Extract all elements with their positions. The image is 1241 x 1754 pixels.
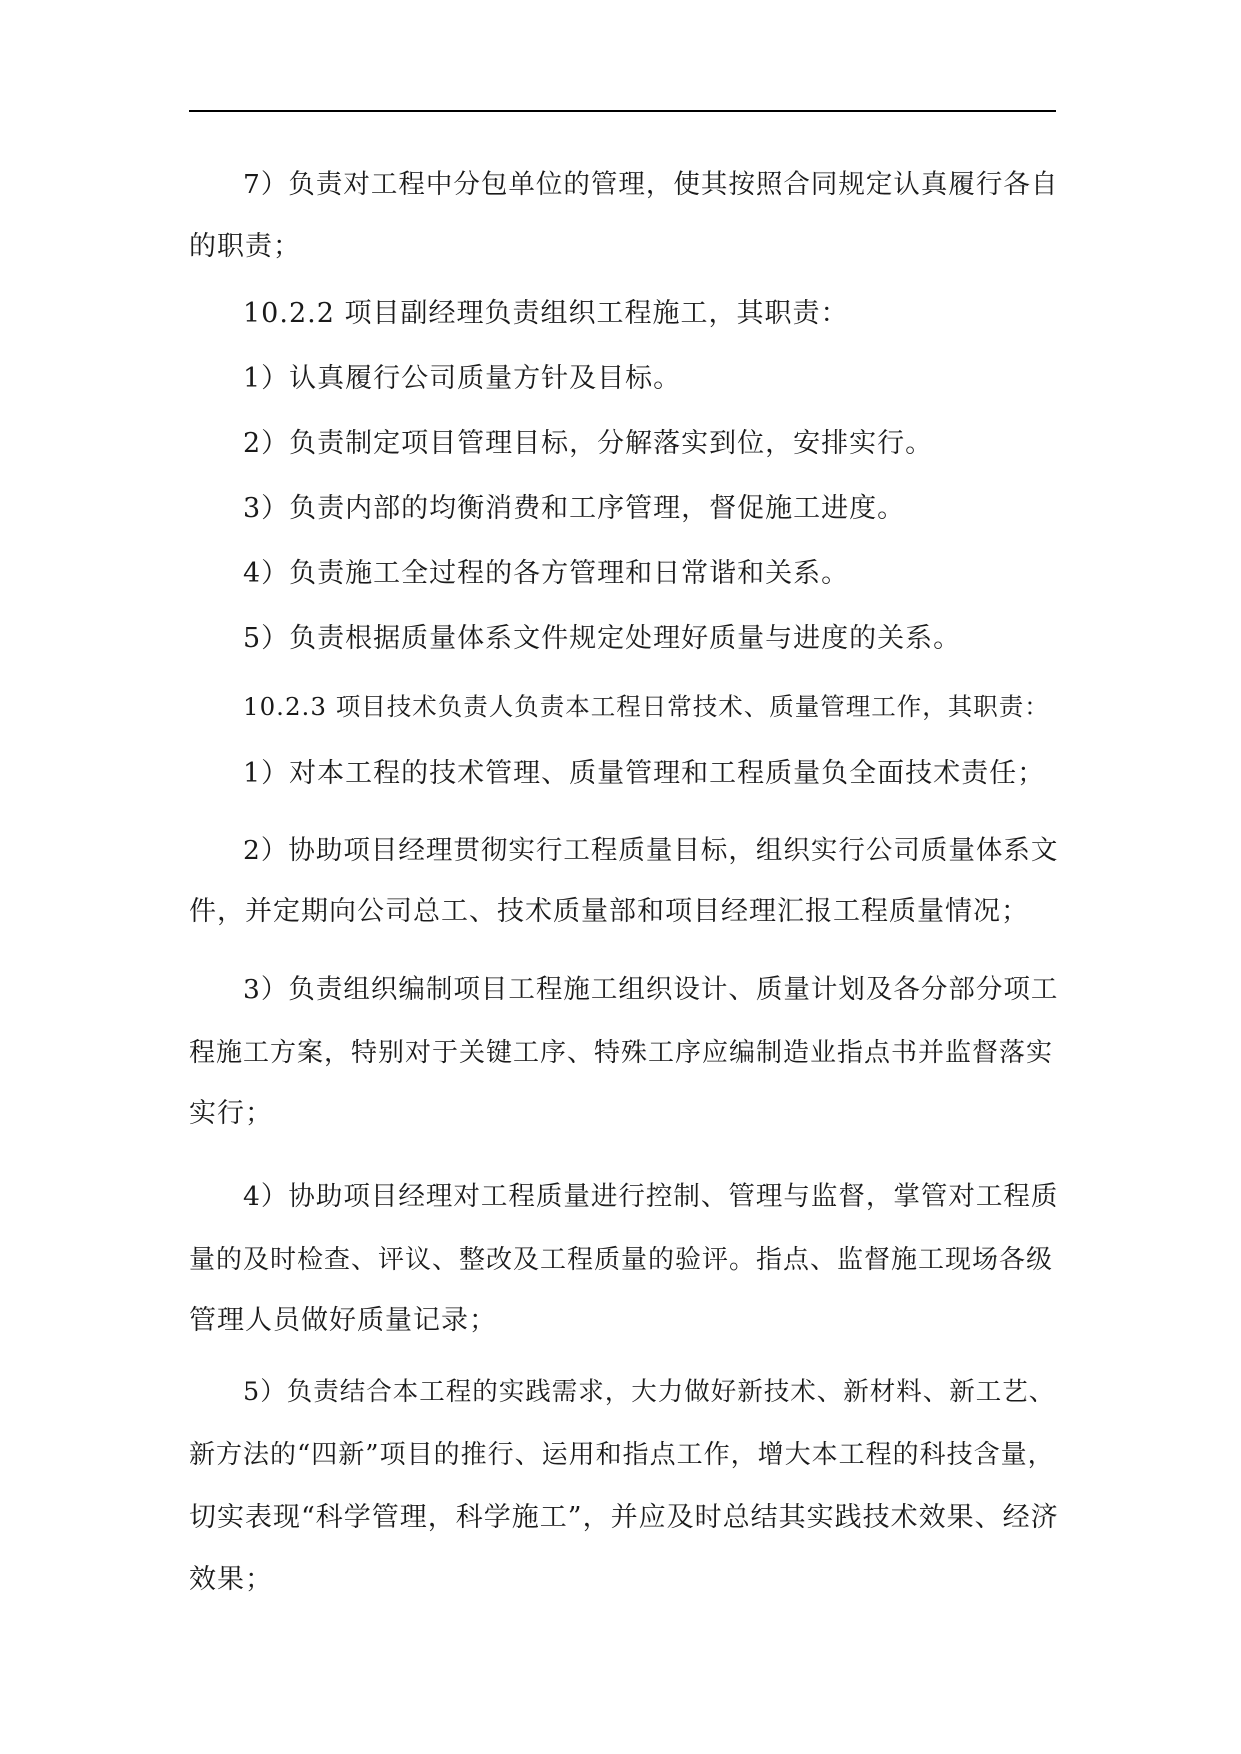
list-item: 2）负责制定项目管理目标，分解落实到位，安排实行。 (243, 428, 934, 459)
paragraph-line: 的职责； (189, 231, 301, 262)
list-item: 3）负责组织编制项目工程施工组织设计、质量计划及各分部分项工 (243, 974, 1059, 1005)
list-item: 5）负责结合本工程的实践需求，大力做好新技术、新材料、新工艺、 (243, 1377, 1056, 1407)
paragraph-line: 程施工方案，特别对于关键工序、特殊工序应编制造业指点书并监督落实 (189, 1038, 1054, 1068)
list-item: 4）负责施工全过程的各方管理和日常谐和关系。 (243, 558, 850, 589)
paragraph-line: 7）负责对工程中分包单位的管理，使其按照合同规定认真履行各自 (243, 169, 1059, 200)
section-heading: 10.2.3 项目技术负责人负责本工程日常技术、质量管理工作，其职责： (243, 692, 1050, 721)
list-item: 3）负责内部的均衡消费和工序管理，督促施工进度。 (243, 493, 906, 524)
list-item: 1）认真履行公司质量方针及目标。 (243, 363, 682, 394)
paragraph-line: 切实表现“科学管理，科学施工”，并应及时总结其实践技术效果、经济 (189, 1502, 1059, 1533)
paragraph-line: 实行； (189, 1098, 273, 1129)
list-item: 2）协助项目经理贯彻实行工程质量目标，组织实行公司质量体系文 (243, 835, 1059, 866)
paragraph-line: 量的及时检查、评议、整改及工程质量的验评。指点、监督施工现场各级 (189, 1245, 1054, 1275)
section-heading: 10.2.2 项目副经理负责组织工程施工，其职责： (243, 298, 849, 329)
paragraph-line: 件，并定期向公司总工、技术质量部和项目经理汇报工程质量情况； (189, 896, 1029, 927)
paragraph-line: 新方法的“四新”项目的推行、运用和指点工作，增大本工程的科技含量， (189, 1440, 1055, 1470)
list-item: 5）负责根据质量体系文件规定处理好质量与进度的关系。 (243, 623, 962, 654)
paragraph-line: 管理人员做好质量记录； (189, 1305, 497, 1336)
list-item: 4）协助项目经理对工程质量进行控制、管理与监督，掌管对工程质 (243, 1181, 1059, 1212)
list-item: 1）对本工程的技术管理、质量管理和工程质量负全面技术责任； (243, 758, 1046, 789)
header-rule (189, 110, 1056, 112)
paragraph-line: 效果； (189, 1564, 273, 1595)
